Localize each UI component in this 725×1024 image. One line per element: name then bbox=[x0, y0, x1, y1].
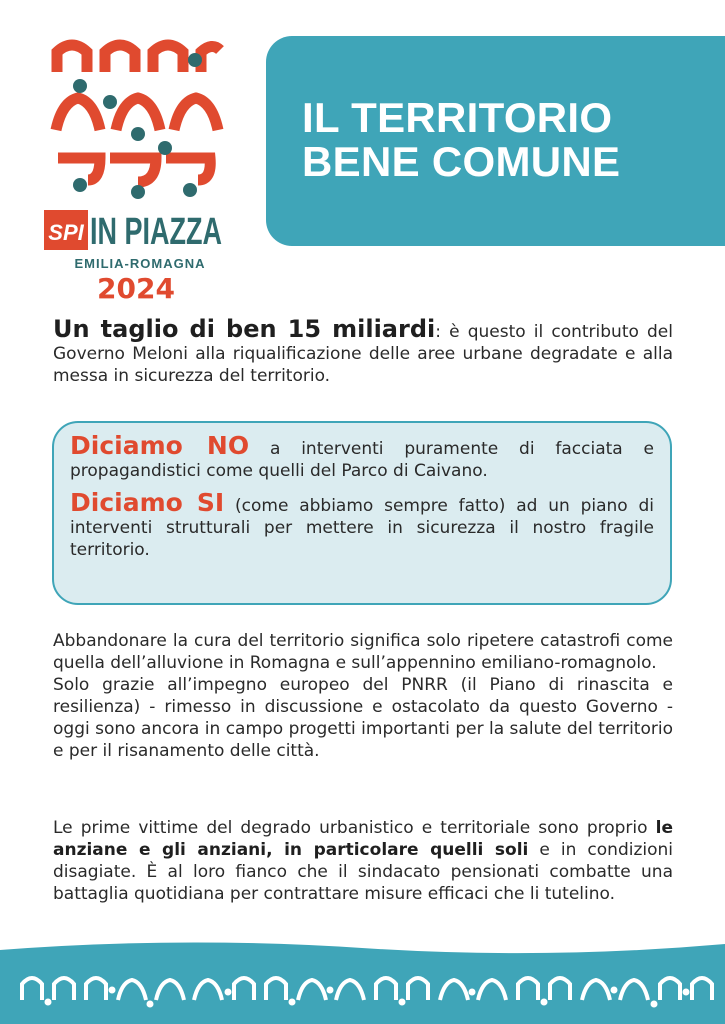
logo-dot bbox=[131, 127, 145, 141]
logo-arch bbox=[174, 98, 218, 130]
callout-no-text: a interventi puramente di facciata e propagandistici come quelli del Parco di Caivano. bbox=[70, 439, 654, 481]
logo-dot bbox=[183, 183, 197, 197]
body-2-bold: le anziane e gli anziani, in particolare quelli soli bbox=[53, 818, 673, 860]
body-2-pre: Le prime vittime del degrado urbanistico e territoriale sono proprio bbox=[53, 818, 656, 838]
intro-text: : è questo il contributo del Governo Meloni alla riqualificazione delle aree urbane degradate e alla messa in sicurezza del territorio. bbox=[53, 322, 673, 386]
body-2-post: e in condizioni disagiate. È al loro fianco che il sindacato pensionati combatte una battaglia quotidiana per contrattare misure efficaci che li tutelino. bbox=[53, 840, 673, 904]
body-1-text-1: Abbandonare la cura del territorio significa solo ripetere catastrofi come quella dell’alluvione in Romagna e sull’appennino emiliano-romagnolo. bbox=[53, 631, 673, 673]
spi-badge-label: SPI bbox=[48, 220, 84, 245]
callout-si bbox=[70, 488, 654, 561]
title-line-2: BENE COMUNE bbox=[302, 138, 621, 185]
logo-dot bbox=[188, 53, 202, 67]
callout-si-text: (come abbiamo sempre fatto) ad un piano di interventi strutturali per mettere in sicurezza il nostro fragile territorio. bbox=[70, 496, 654, 560]
body-paragraph-2 bbox=[53, 817, 673, 905]
logo-arch bbox=[57, 45, 87, 72]
logo-event-text: IN PIAZZA bbox=[90, 211, 222, 253]
logo-arch bbox=[153, 45, 183, 72]
logo-arch bbox=[116, 98, 160, 130]
logo-dot bbox=[73, 178, 87, 192]
logo-region-text: EMILIA-ROMAGNA bbox=[74, 256, 206, 271]
logo-arch bbox=[166, 158, 210, 180]
intro-paragraph bbox=[53, 315, 673, 387]
intro-lead: Un taglio di ben 15 miliardi bbox=[53, 315, 436, 343]
body-1-text-2: Solo grazie all’impegno europeo del PNRR (il Piano di rinascita e resilienza) - rimesso in discussione e ostacolato da questo Governo - oggi sono ancora in campo progetti importanti per la salute del territorio e per il risanamento delle città. bbox=[53, 675, 673, 761]
callout-no-lead: Diciamo NO bbox=[70, 431, 250, 460]
callout-no bbox=[70, 431, 654, 482]
callout-box bbox=[52, 421, 672, 605]
logo-dot bbox=[158, 141, 172, 155]
title-banner bbox=[266, 36, 725, 246]
footer-arches-band bbox=[0, 940, 725, 1024]
logo-year-text: 2024 bbox=[97, 272, 175, 305]
logo-dot bbox=[73, 79, 87, 93]
logo-dot bbox=[103, 95, 117, 109]
logo-arch bbox=[110, 158, 156, 182]
spi-in-piazza-logo bbox=[40, 30, 230, 305]
logo-arch bbox=[58, 158, 100, 180]
logo-arch bbox=[201, 46, 220, 72]
logo-dot bbox=[131, 185, 145, 199]
callout-si-lead: Diciamo SI bbox=[70, 488, 225, 517]
body-paragraph-1 bbox=[53, 630, 673, 762]
logo-arch bbox=[56, 98, 100, 130]
logo-arch bbox=[105, 45, 135, 72]
title-line-1: IL TERRITORIO bbox=[302, 94, 613, 141]
